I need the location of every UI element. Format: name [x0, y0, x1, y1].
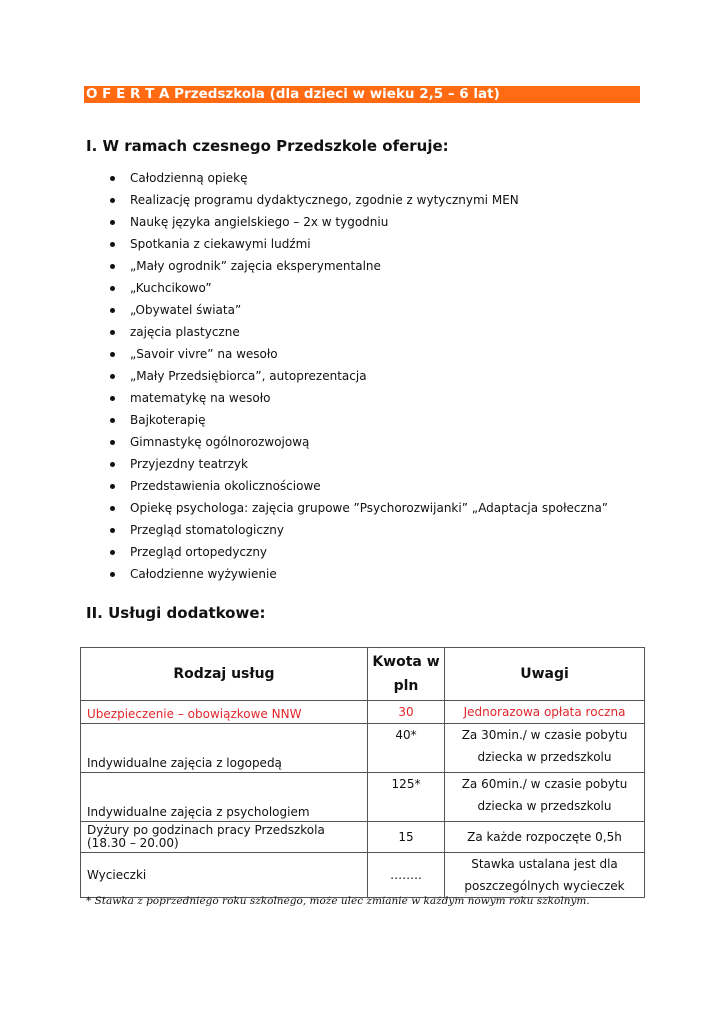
list-item: zajęcia plastyczne — [0, 321, 608, 343]
list-item: „Kuchcikowo” — [0, 277, 608, 299]
table-row — [81, 701, 645, 724]
section-1-title: I. W ramach czesnego Przedszkole oferuje: — [86, 137, 449, 155]
header-notes: Uwagi — [445, 648, 645, 701]
included-services-list — [0, 167, 608, 585]
list-item: Całodzienne wyżywienie — [0, 563, 608, 585]
service-notes-line1: Stawka ustalana jest dla — [471, 857, 618, 871]
service-amount: 40* — [368, 724, 445, 773]
list-item: Przedstawienia okolicznościowe — [0, 475, 608, 497]
header-amount-line1: Kwota w — [372, 654, 440, 670]
service-name: Ubezpieczenie – obowiązkowe NNW — [81, 701, 368, 724]
list-item: Spotkania z ciekawymi ludźmi — [0, 233, 608, 255]
service-amount: …….. — [368, 853, 445, 898]
list-item: Przyjezdny teatrzyk — [0, 453, 608, 475]
service-amount: 125* — [368, 773, 445, 822]
header-amount — [368, 648, 445, 701]
service-name: Indywidualne zajęcia z psychologiem — [81, 773, 368, 822]
service-name — [81, 822, 368, 853]
footnote: * Stawka z poprzedniego roku szkolnego, może ulec zmianie w każdym nowym roku szkolnym. — [86, 895, 590, 907]
offer-banner: O F E R T A Przedszkola (dla dzieci w wieku 2,5 – 6 lat) — [84, 86, 640, 103]
service-name: Indywidualne zajęcia z logopedą — [81, 724, 368, 773]
service-notes-line2: dziecka w przedszkolu — [477, 750, 612, 764]
service-notes — [445, 773, 645, 822]
table-row — [81, 853, 645, 898]
service-notes — [445, 724, 645, 773]
service-name: Wycieczki — [81, 853, 368, 898]
service-amount: 30 — [368, 701, 445, 724]
list-item: „Mały Przedsiębiorca”, autoprezentacja — [0, 365, 608, 387]
service-notes-line2: dziecka w przedszkolu — [477, 799, 612, 813]
header-amount-line2: pln — [393, 678, 419, 694]
service-amount: 15 — [368, 822, 445, 853]
table-row — [81, 724, 645, 773]
table-row — [81, 822, 645, 853]
list-item: matematykę na wesoło — [0, 387, 608, 409]
service-notes-line1: Za 30min./ w czasie pobytu — [461, 728, 628, 742]
list-item: Opiekę psychologa: zajęcia grupowe ”Psychorozwijanki” „Adaptacja społeczna” — [0, 497, 608, 519]
list-item: Gimnastykę ogólnorozwojową — [0, 431, 608, 453]
list-item: Przegląd ortopedyczny — [0, 541, 608, 563]
table-header-row — [81, 648, 645, 701]
service-notes-line2: poszczególnych wycieczek — [464, 879, 625, 893]
service-name-line1: Dyżury po godzinach pracy Przedszkola — [87, 823, 325, 837]
service-notes — [445, 853, 645, 898]
section-2-title: II. Usługi dodatkowe: — [86, 604, 266, 622]
service-notes: Jednorazowa opłata roczna — [445, 701, 645, 724]
list-item: Realizację programu dydaktycznego, zgodnie z wytycznymi MEN — [0, 189, 608, 211]
list-item: „Savoir vivre” na wesoło — [0, 343, 608, 365]
header-service-type: Rodzaj usług — [81, 648, 368, 701]
service-notes-line1: Za 60min./ w czasie pobytu — [461, 777, 628, 791]
list-item: „Obywatel świata” — [0, 299, 608, 321]
service-name-line2: (18.30 – 20.00) — [87, 836, 179, 850]
additional-services-table — [80, 647, 645, 898]
service-notes: Za każde rozpoczęte 0,5h — [445, 822, 645, 853]
list-item: „Mały ogrodnik” zajęcia eksperymentalne — [0, 255, 608, 277]
list-item: Przegląd stomatologiczny — [0, 519, 608, 541]
list-item: Naukę języka angielskiego – 2x w tygodniu — [0, 211, 608, 233]
table-row — [81, 773, 645, 822]
list-item: Całodzienną opiekę — [0, 167, 608, 189]
list-item: Bajkoterapię — [0, 409, 608, 431]
